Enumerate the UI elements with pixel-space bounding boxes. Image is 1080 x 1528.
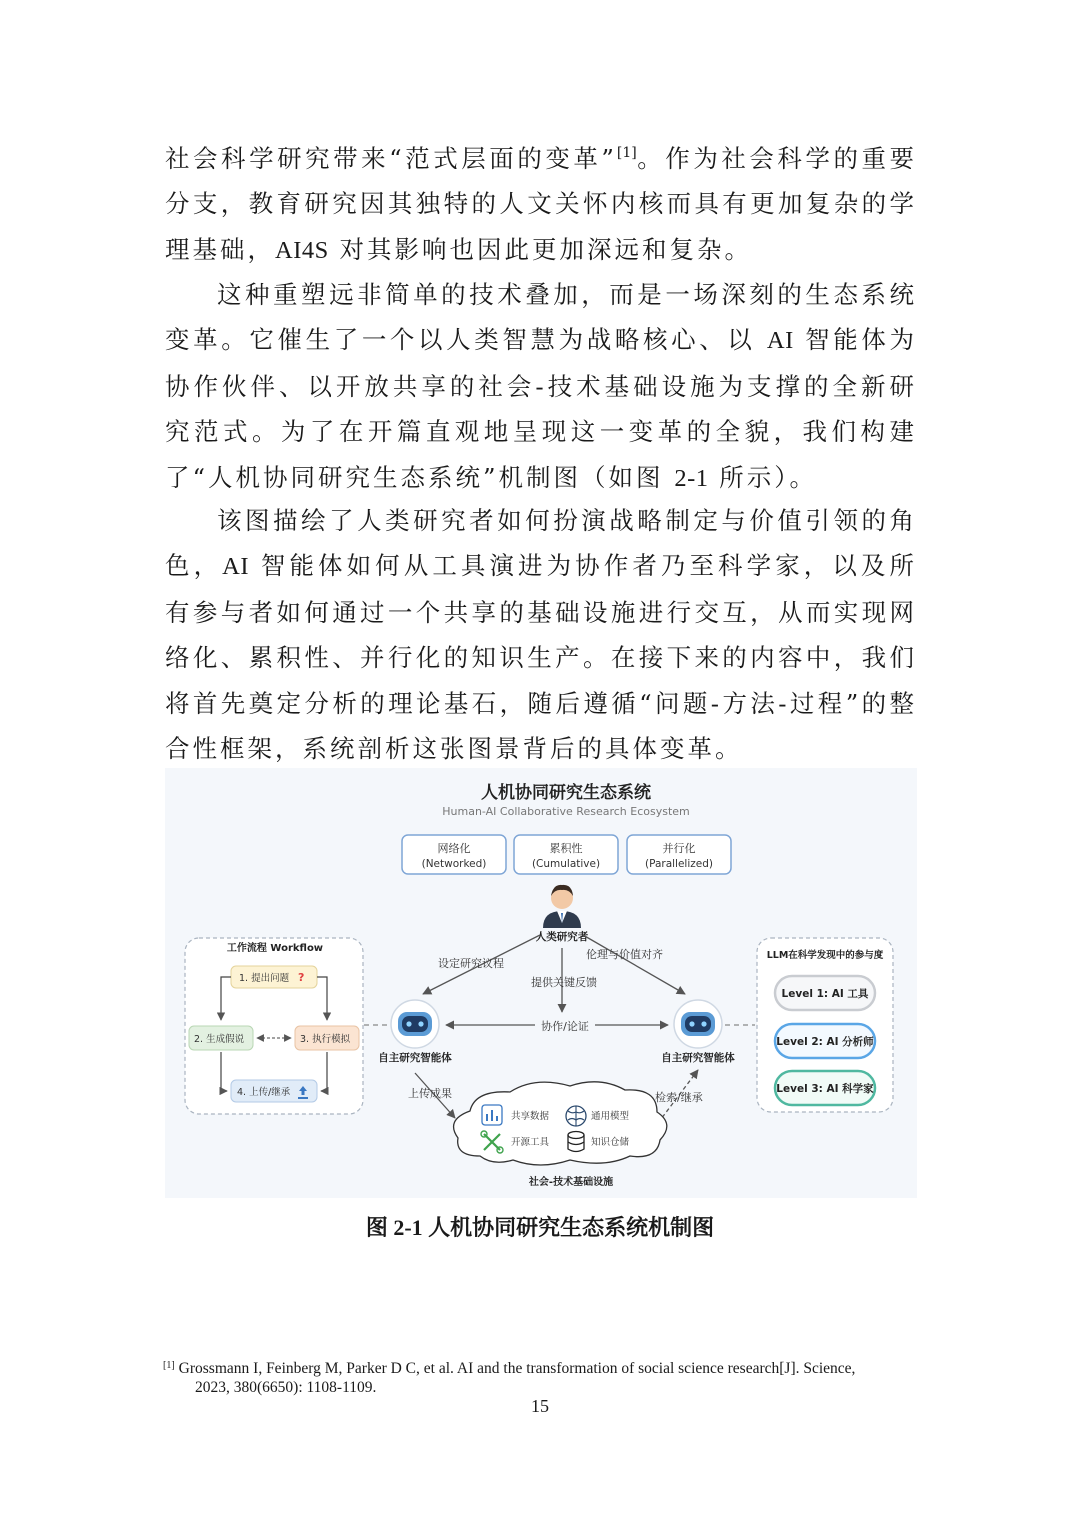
p2-text-c: 所示）。 [708, 462, 818, 492]
p1-text-a: 社会科学研究带来“范式层面的变革” [165, 144, 617, 173]
p1-text-b: 。作为社会科学的重要分支，教育研究因其独特的人文关怀内核而具有更加复杂的学理基础， [165, 144, 917, 264]
p3-text-a: 该图描绘了人类研究者如何扮演战略制定与价值引领的角色， [165, 506, 917, 581]
footnote-line-2: 2023, 380(6650): 1108-1109. [195, 1379, 377, 1396]
question-icon: ? [298, 971, 305, 984]
workflow-step-4: 4. 上传/继承 [237, 1087, 291, 1098]
infra-shared-data: 共享数据 [511, 1111, 550, 1122]
property-parallelized-en: (Parallelized) [644, 858, 714, 870]
collab-label: 协作/论证 [541, 1020, 589, 1033]
edge-left-label: 设定研究议程 [438, 957, 504, 970]
paragraph-3 [165, 498, 917, 771]
infra-knowledge-repo: 知识仓储 [591, 1137, 630, 1148]
footnote-marker: [1] [163, 1360, 175, 1371]
agent-right-label: 自主研究智能体 [661, 1052, 735, 1064]
p2-text-b: 智能体为协作伙伴、以开放共享的社会-技术基础设施为支撑的全新研究范式。为了在开篇直观地呈现这一变革的全貌，我们构建了“人机协同研究生态系统”机制图（如图 [165, 325, 917, 492]
property-cumulative-en: (Cumulative) [531, 858, 601, 870]
human-researcher-icon [543, 885, 581, 928]
p3-ai: AI [222, 553, 250, 581]
figure-title: 人机协同研究生态系统 [481, 783, 651, 803]
p3-text-b: 智能体如何从工具演进为协作者乃至科学家，以及所有参与者如何通过一个共享的基础设施进行交互，从而实现网络化、累积性、并行化的知识生产。在接下来的内容中，我们将首先奠定分析的理论基石，随后遵循“问题-方法-过程”的整合性框架，系统剖析这张图景背后的具体变革。 [165, 551, 917, 764]
p1-text-c: 对其影响也因此更加深远和复杂。 [328, 234, 753, 264]
workflow-step-3: 3. 执行模拟 [300, 1034, 351, 1045]
property-parallelized-zh: 并行化 [662, 842, 696, 855]
retrieve-label: 检索/继承 [655, 1091, 703, 1104]
footnote-line-1: Grossmann I, Feinberg M, Parker D C, et al. AI and the transformation of social science research[J]. Science, [178, 1360, 856, 1377]
upload-label: 上传成果 [408, 1087, 452, 1100]
p2-text-a: 这种重塑远非简单的技术叠加，而是一场深刻的生态系统变革。它催生了一个以人类智慧为战略核心、以 [165, 280, 917, 355]
level-3: Level 3: AI 科学家 [776, 1083, 874, 1095]
p2-ai: AI [766, 327, 794, 355]
paragraph-2 [165, 272, 917, 501]
ecosystem-figure [165, 768, 917, 1198]
level-1: Level 1: AI 工具 [781, 988, 869, 1000]
figure-caption: 图 2-1 人机协同研究生态系统机制图 [365, 1215, 715, 1240]
citation-ref-1[interactable]: [1] [616, 145, 637, 161]
property-cumulative [514, 835, 618, 874]
workflow-step-2: 2. 生成假说 [194, 1034, 245, 1045]
infrastructure-cloud [454, 1082, 667, 1165]
robot-icon-right [674, 1000, 722, 1048]
workflow-title: 工作流程 Workflow [226, 943, 324, 954]
edge-center-label: 提供关键反馈 [531, 976, 597, 989]
agent-left-label: 自主研究智能体 [378, 1052, 452, 1064]
property-networked-en: (Networked) [421, 858, 487, 870]
p2-figref: 2-1 [674, 464, 709, 492]
levels-title: LLM在科学发现中的参与度 [766, 950, 884, 961]
footnote [163, 1356, 923, 1397]
workflow-step-1: 1. 提出问题 [239, 973, 290, 984]
p1-ai4s: AI4S [275, 236, 329, 264]
paragraph-1 [165, 136, 917, 273]
property-cumulative-zh: 累积性 [549, 842, 583, 855]
property-networked-zh: 网络化 [437, 842, 471, 855]
page-number: 15 [531, 1396, 549, 1416]
edge-right-label: 伦理与价值对齐 [586, 948, 663, 961]
level-2: Level 2: AI 分析师 [776, 1036, 874, 1048]
property-parallelized [627, 835, 731, 874]
infra-general-model: 通用模型 [591, 1111, 630, 1122]
robot-icon-left [391, 1000, 439, 1048]
property-networked [402, 835, 506, 874]
infra-label: 社会-技术基础设施 [528, 1177, 614, 1188]
human-researcher-label: 人类研究者 [535, 931, 589, 943]
infra-open-tools: 开源工具 [511, 1137, 550, 1148]
edge-to-right-agent [583, 935, 685, 994]
figure-subtitle: Human-AI Collaborative Research Ecosystem [442, 805, 690, 818]
